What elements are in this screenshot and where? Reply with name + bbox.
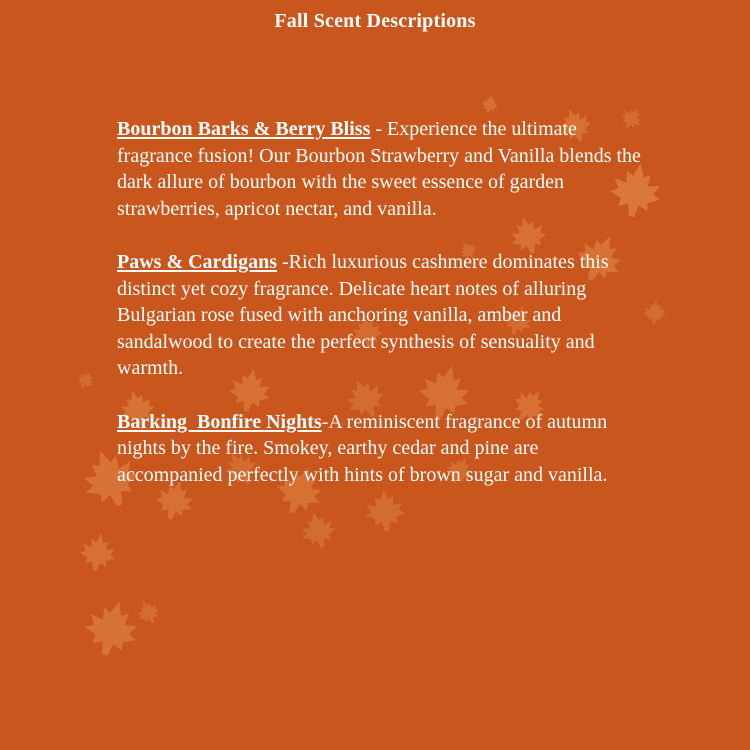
scent-item-paws-cardigans <box>117 249 642 382</box>
maple-leaf-icon <box>479 93 500 115</box>
maple-leaf-icon <box>77 530 119 574</box>
scent-name: Barking Bonfire Nights <box>117 410 322 433</box>
maple-leaf-icon <box>74 368 98 392</box>
scent-description: -Rich luxurious cashmere dominates this distinct yet cozy fragrance. Delicate heart notes of alluring Bulgarian rose fused with anchoring vanilla, amber and sandalwood to create the perfect synthesis of sensuality and warmth. <box>117 250 609 380</box>
scent-description: - Experience the ultimate fragrance fusion! Our Bourbon Strawberry and Vanilla blends the dark allure of bourbon with the sweet essence of garden strawberries, apricot nectar, and vanilla. <box>117 118 641 220</box>
page-title: Fall Scent Descriptions <box>274 10 476 32</box>
scent-descriptions <box>117 116 642 515</box>
maple-leaf-icon <box>133 596 164 627</box>
scent-item-barking-bonfire <box>117 409 642 489</box>
scent-description: -A reminiscent fragrance of autumn nights by the fire. Smokey, earthy cedar and pine are accompanied perfectly with hints of brown sugar and vanilla. <box>117 410 608 486</box>
scent-item-bourbon-barks <box>117 116 642 222</box>
scent-name: Bourbon Barks & Berry Bliss <box>117 118 371 140</box>
scent-name: Paws & Cardigans <box>117 250 278 273</box>
maple-leaf-icon <box>643 299 668 325</box>
maple-leaf-icon <box>79 594 145 662</box>
